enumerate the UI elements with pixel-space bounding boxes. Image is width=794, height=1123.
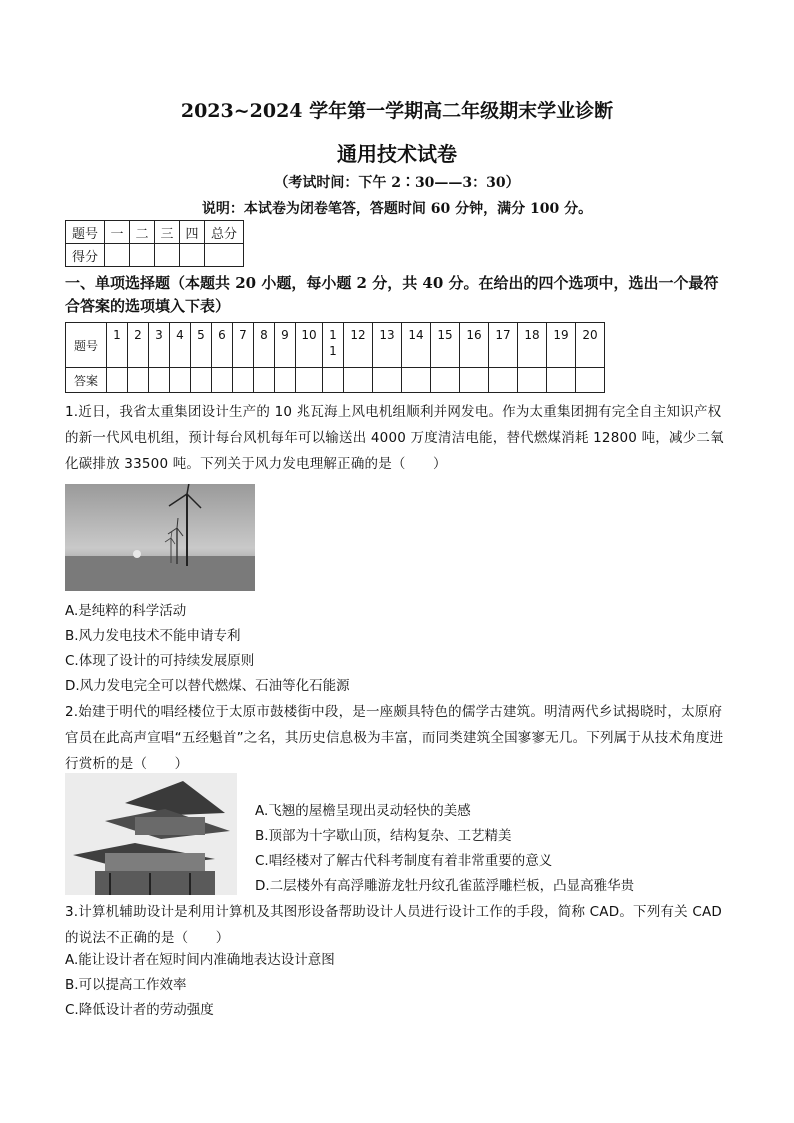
exam-note: 说明：本试卷为闭卷笔答，答题时间 60 分钟，满分 100 分。	[201, 201, 593, 217]
answer-cell[interactable]	[518, 368, 547, 393]
q2-option-c: C.唱经楼对了解古代科考制度有着非常重要的意义	[255, 853, 553, 869]
answer-cell[interactable]	[489, 368, 518, 393]
answer-cell[interactable]	[344, 368, 373, 393]
section-heading: 一、单项选择题（本题共 20 小题，每小题 2 分，共 40 分。在给出的四个选项中，选出一个最符合答案的选项填入下表）	[65, 274, 719, 315]
answer-number-cell: 10	[296, 323, 323, 368]
q3-option-a: A.能让设计者在短时间内准确地表达设计意图	[65, 952, 335, 968]
answer-cell[interactable]	[460, 368, 489, 393]
score-cell[interactable]	[180, 244, 205, 267]
answer-number-cell: 15	[431, 323, 460, 368]
answer-number-cell: 1	[107, 323, 128, 368]
answer-number-cell: 16	[460, 323, 489, 368]
exam-title: 2023~2024 学年第一学期高二年级期末学业诊断	[180, 100, 614, 122]
answer-number-cell: 4	[170, 323, 191, 368]
answer-cell[interactable]	[402, 368, 431, 393]
answer-cell[interactable]	[373, 368, 402, 393]
q1-option-a: A.是纯粹的科学活动	[65, 603, 187, 619]
answer-cell[interactable]	[107, 368, 128, 393]
answer-table	[65, 322, 605, 393]
question-2-stem: 2.始建于明代的唱经楼位于太原市鼓楼街中段，是一座颇具特色的儒学古建筑。明清两代乡试揭晓时，太原府官员在此高声宣唱“五经魁首”之名，其历史信息极为丰富，而同类建筑全国寥寥无几。下列属于从技术角度进行赏析的是（ ）	[65, 704, 724, 772]
answer-number-cell: 3	[149, 323, 170, 368]
score-table	[65, 220, 244, 267]
q1-option-b: B.风力发电技术不能申请专利	[65, 628, 241, 644]
exam-subtitle: 通用技术试卷	[337, 142, 457, 166]
answer-cell[interactable]	[170, 368, 191, 393]
answer-cell[interactable]	[323, 368, 344, 393]
answer-cell[interactable]	[149, 368, 170, 393]
q2-option-b: B.顶部为十字歇山顶，结构复杂、工艺精美	[255, 828, 512, 844]
answer-cell[interactable]	[128, 368, 149, 393]
q3-option-c: C.降低设计者的劳动强度	[65, 1002, 214, 1018]
answer-cell[interactable]	[254, 368, 275, 393]
score-header-cell: 二	[130, 221, 155, 244]
answer-cell[interactable]	[275, 368, 296, 393]
answer-number-cell: 5	[191, 323, 212, 368]
answer-cell[interactable]	[233, 368, 254, 393]
score-header-cell: 题号	[66, 221, 105, 244]
score-header-cell: 四	[180, 221, 205, 244]
answer-cell[interactable]	[547, 368, 576, 393]
q1-option-d: D.风力发电完全可以替代燃煤、石油等化石能源	[65, 678, 350, 694]
q2-option-d: D.二层楼外有高浮雕游龙牡丹纹孔雀蓝浮雕栏板，凸显高雅华贵	[255, 878, 635, 894]
answer-row-label: 答案	[66, 368, 107, 393]
score-cell[interactable]	[130, 244, 155, 267]
question-3-stem: 3.计算机辅助设计是利用计算机及其图形设备帮助设计人员进行设计工作的手段，简称 CAD。下列有关 CAD 的说法不正确的是（ ）	[65, 904, 722, 946]
answer-number-cell: 18	[518, 323, 547, 368]
score-header-cell: 一	[105, 221, 130, 244]
answer-number-cell: 9	[275, 323, 296, 368]
answer-header-label: 题号	[66, 323, 107, 368]
pavilion-photo	[65, 773, 237, 895]
q1-option-c: C.体现了设计的可持续发展原则	[65, 653, 255, 669]
score-cell[interactable]	[205, 244, 244, 267]
exam-time: （考试时间：下午 2∶30——3：30）	[274, 175, 520, 191]
score-cell[interactable]	[155, 244, 180, 267]
answer-number-cell: 6	[212, 323, 233, 368]
answer-number-cell: 19	[547, 323, 576, 368]
answer-number-cell: 17	[489, 323, 518, 368]
answer-number-cell: 2	[128, 323, 149, 368]
answer-cell[interactable]	[576, 368, 605, 393]
pavilion-image	[65, 773, 237, 895]
wind-turbine-image	[65, 484, 255, 591]
answer-number-cell: 13	[373, 323, 402, 368]
answer-number-cell: 20	[576, 323, 605, 368]
q2-option-a: A.飞翘的屋檐呈现出灵动轻快的美感	[255, 803, 471, 819]
answer-number-cell: 1 1	[323, 323, 344, 368]
answer-number-cell: 12	[344, 323, 373, 368]
score-header-cell: 三	[155, 221, 180, 244]
answer-cell[interactable]	[431, 368, 460, 393]
question-1-stem: 1.近日，我省太重集团设计生产的 10 兆瓦海上风电机组顺利并网发电。作为太重集团拥有完全自主知识产权的新一代风电机组，预计每台风机每年可以输送出 4000 万度清洁电能，替代燃煤消耗 12800 吨，减少二氧化碳排放 33500 吨。下列关于风力发电理解正确的是（ ）	[65, 404, 724, 472]
answer-number-cell: 8	[254, 323, 275, 368]
score-row-label: 得分	[66, 244, 105, 267]
answer-number-cell: 7	[233, 323, 254, 368]
wind-turbine-photo	[65, 484, 255, 591]
answer-cell[interactable]	[212, 368, 233, 393]
score-cell[interactable]	[105, 244, 130, 267]
answer-number-cell: 14	[402, 323, 431, 368]
score-header-cell: 总分	[205, 221, 244, 244]
q3-option-b: B.可以提高工作效率	[65, 977, 187, 993]
answer-cell[interactable]	[191, 368, 212, 393]
answer-cell[interactable]	[296, 368, 323, 393]
